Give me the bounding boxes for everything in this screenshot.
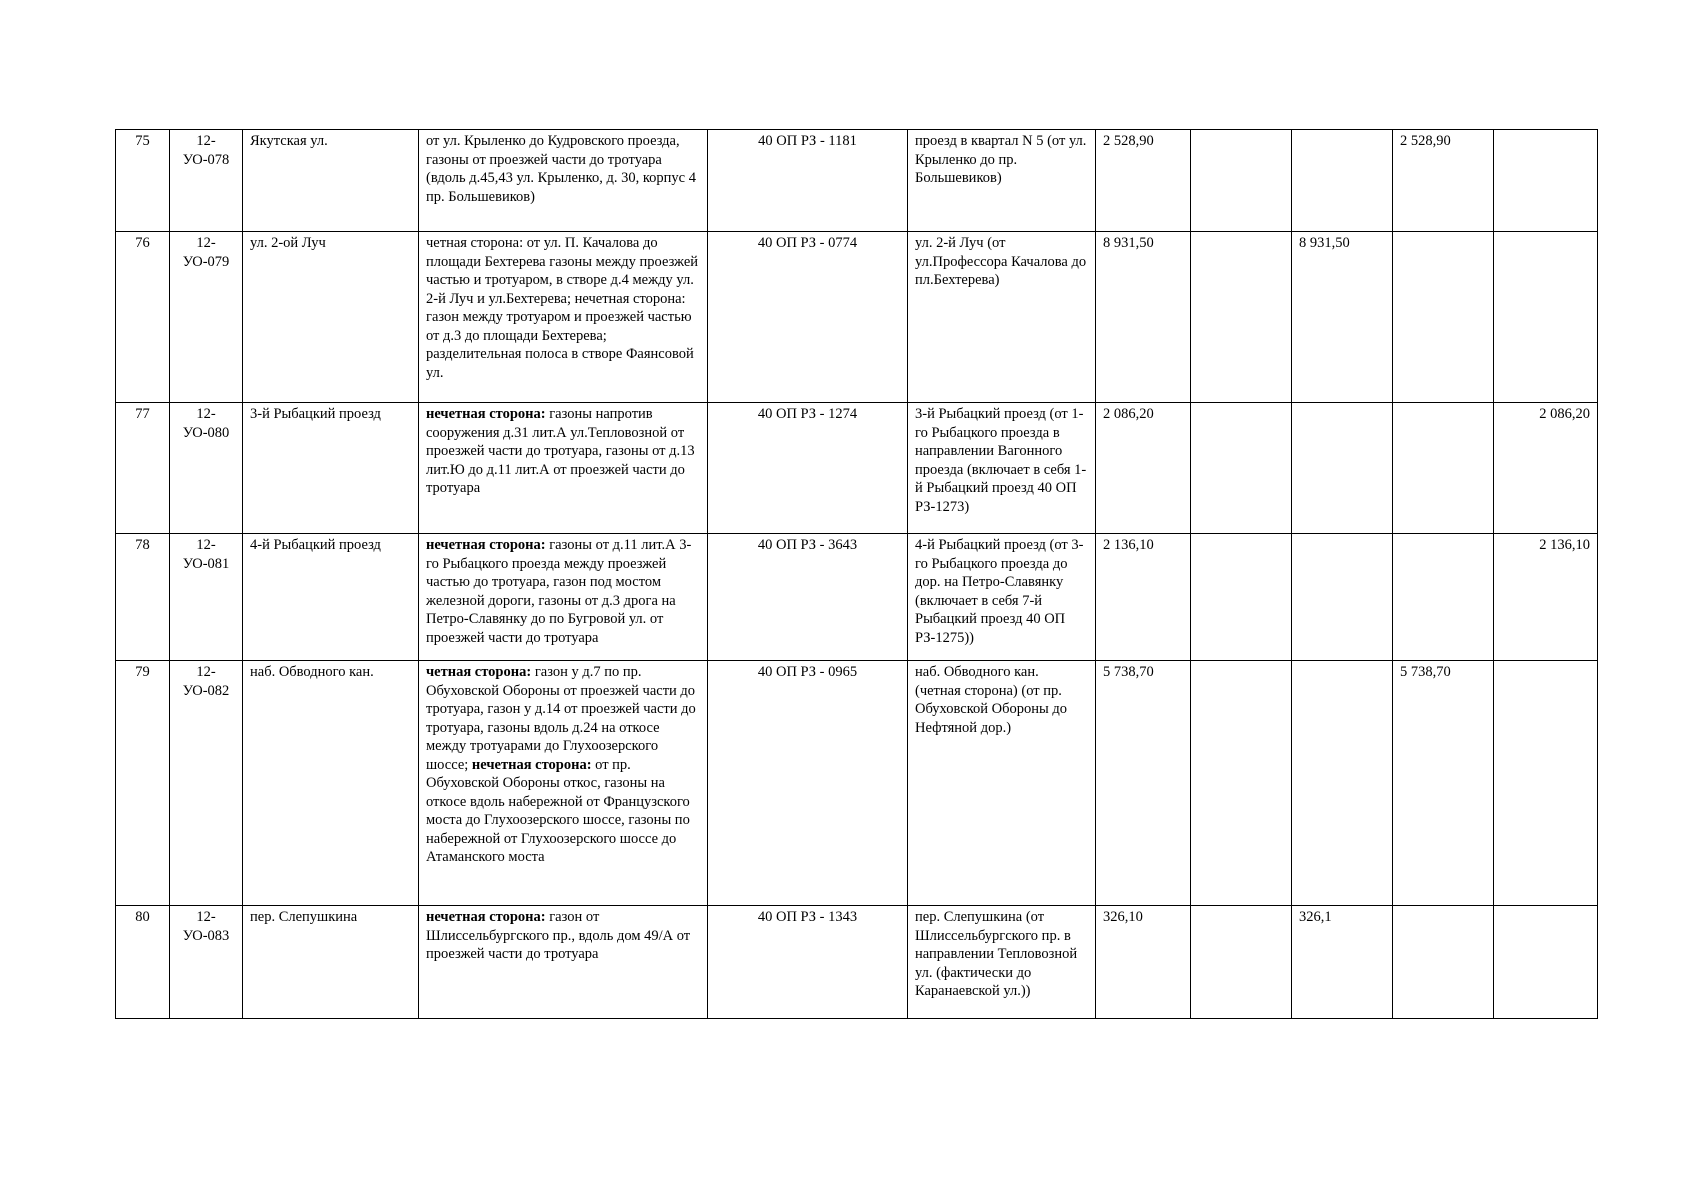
street-name: ул. 2-ой Луч [243, 232, 419, 403]
area-category-4 [1494, 661, 1598, 906]
area-category-4: 2 086,20 [1494, 403, 1598, 534]
zone-description [419, 232, 708, 403]
side-label: нечетная сторона: [426, 537, 546, 553]
green-zones-table [115, 129, 1598, 1019]
zone-description [419, 906, 708, 1019]
object-code: 12-УО-083 [170, 906, 243, 1019]
area-category-2: 326,1 [1292, 906, 1393, 1019]
cell-text: от ул. Крыленко до Кудровского проезда, газоны от проезжей части до тротуара (вдоль д.45,43 ул. Крыленко, д. 30, корпус 4 пр. Большевиков) [426, 133, 696, 205]
road-registry-number: 40 ОП РЗ - 1181 [708, 130, 908, 232]
street-name: наб. Обводного кан. [243, 661, 419, 906]
zone-description [419, 661, 708, 906]
object-code: 12-УО-079 [170, 232, 243, 403]
zone-description [419, 403, 708, 534]
area-category-2 [1292, 534, 1393, 661]
area-category-2: 8 931,50 [1292, 232, 1393, 403]
cell-text: пер. Слепушкина (от Шлиссельбургского пр. в направлении Тепловозной ул. (фактически до Каранаевской ул.)) [915, 909, 1078, 999]
object-code: 12-УО-081 [170, 534, 243, 661]
row-number: 80 [116, 906, 170, 1019]
cell-text: газон от Шлиссельбургского пр., вдоль дом 49/А от проезжей части до тротуара [426, 909, 691, 962]
area-category-4 [1494, 232, 1598, 403]
road-registry-number: 40 ОП РЗ - 0774 [708, 232, 908, 403]
total-area: 2 136,10 [1096, 534, 1191, 661]
cell-text: четная сторона: от ул. П. Качалова до площади Бехтерева газоны между проезжей частью и тротуаром, в створе д.4 между ул. 2-й Луч и ул.Бехтерева; нечетная сторона: газон между тротуаром и проезжей частью от д.3 до площади Бехтерева; разделительная полоса в створе Фаянсовой ул. [426, 235, 699, 381]
area-category-2 [1292, 661, 1393, 906]
area-category-4 [1494, 906, 1598, 1019]
area-category-3 [1393, 232, 1494, 403]
area-category-1 [1191, 661, 1292, 906]
table-row [116, 130, 1598, 232]
area-category-4 [1494, 130, 1598, 232]
road-registry-number: 40 ОП РЗ - 0965 [708, 661, 908, 906]
table-row [116, 232, 1598, 403]
object-code: 12-УО-080 [170, 403, 243, 534]
area-category-2 [1292, 130, 1393, 232]
cell-text: газон у д.7 по пр. Обуховской Обороны от проезжей части до тротуара, газон у д.14 от проезжей части до тротуара, газоны вдоль д.24 на откосе между тротуарами до Глухоозерского шоссе; [426, 664, 696, 773]
street-name: 4-й Рыбацкий проезд [243, 534, 419, 661]
cell-text: 4-й Рыбацкий проезд (от 3-го Рыбацкого проезда до дор. на Петро-Славянку (включает в себя 7-й Рыбацкий проезд 40 ОП РЗ-1275)) [915, 537, 1084, 646]
area-category-3 [1393, 906, 1494, 1019]
road-section [908, 661, 1096, 906]
zone-description [419, 534, 708, 661]
area-category-1 [1191, 232, 1292, 403]
object-code: 12-УО-078 [170, 130, 243, 232]
area-category-1 [1191, 130, 1292, 232]
street-name: 3-й Рыбацкий проезд [243, 403, 419, 534]
road-registry-number: 40 ОП РЗ - 3643 [708, 534, 908, 661]
total-area: 2 528,90 [1096, 130, 1191, 232]
zone-description [419, 130, 708, 232]
total-area: 326,10 [1096, 906, 1191, 1019]
table-row [116, 403, 1598, 534]
row-number: 77 [116, 403, 170, 534]
table-row [116, 661, 1598, 906]
row-number: 75 [116, 130, 170, 232]
area-category-1 [1191, 534, 1292, 661]
road-section [908, 403, 1096, 534]
row-number: 79 [116, 661, 170, 906]
side-label: четная сторона: [426, 664, 532, 680]
side-label: нечетная сторона: [471, 756, 592, 773]
road-section [908, 906, 1096, 1019]
total-area: 5 738,70 [1096, 661, 1191, 906]
road-registry-number: 40 ОП РЗ - 1274 [708, 403, 908, 534]
area-category-3: 2 528,90 [1393, 130, 1494, 232]
cell-text: 3-й Рыбацкий проезд (от 1-го Рыбацкого проезда в направлении Вагонного проезда (включает в себя 1-й Рыбацкий проезд 40 ОП РЗ-1273) [915, 406, 1087, 515]
side-label: нечетная сторона: [426, 406, 546, 422]
road-section [908, 232, 1096, 403]
cell-text: ул. 2-й Луч (от ул.Профессора Качалова до пл.Бехтерева) [915, 235, 1087, 288]
road-section [908, 130, 1096, 232]
area-category-1 [1191, 403, 1292, 534]
area-category-2 [1292, 403, 1393, 534]
table-row [116, 534, 1598, 661]
object-code: 12-УО-082 [170, 661, 243, 906]
total-area: 2 086,20 [1096, 403, 1191, 534]
street-name: пер. Слепушкина [243, 906, 419, 1019]
row-number: 76 [116, 232, 170, 403]
area-category-3 [1393, 403, 1494, 534]
road-registry-number: 40 ОП РЗ - 1343 [708, 906, 908, 1019]
total-area: 8 931,50 [1096, 232, 1191, 403]
cell-text: от пр. Обуховской Обороны откос, газоны на откосе вдоль набережной от Французского моста до Глухоозерского шоссе, газоны по набережной от Глухоозерского шоссе до Атаманского моста [426, 756, 690, 865]
road-section [908, 534, 1096, 661]
row-number: 78 [116, 534, 170, 661]
cell-text: газоны напротив сооружения д.31 лит.А ул.Тепловозной от проезжей части до тротуара, газоны от д.13 лит.Ю до д.11 лит.А от проезжей части до тротуара [426, 406, 695, 496]
area-category-3: 5 738,70 [1393, 661, 1494, 906]
side-label: нечетная сторона: [426, 909, 546, 925]
street-name: Якутская ул. [243, 130, 419, 232]
area-category-1 [1191, 906, 1292, 1019]
area-category-4: 2 136,10 [1494, 534, 1598, 661]
cell-text: проезд в квартал N 5 (от ул. Крыленко до пр. Большевиков) [915, 133, 1087, 186]
cell-text: газоны от д.11 лит.А 3-го Рыбацкого проезда между проезжей частью до тротуара, газон под мостом железной дороги, газоны от д.3 дрога на Петро-Славянку до по Бугровой ул. от проезжей части до тротуара [426, 537, 692, 646]
table-row [116, 906, 1598, 1019]
area-category-3 [1393, 534, 1494, 661]
cell-text: наб. Обводного кан. (четная сторона) (от пр. Обуховской Обороны до Нефтяной дор.) [915, 664, 1067, 736]
